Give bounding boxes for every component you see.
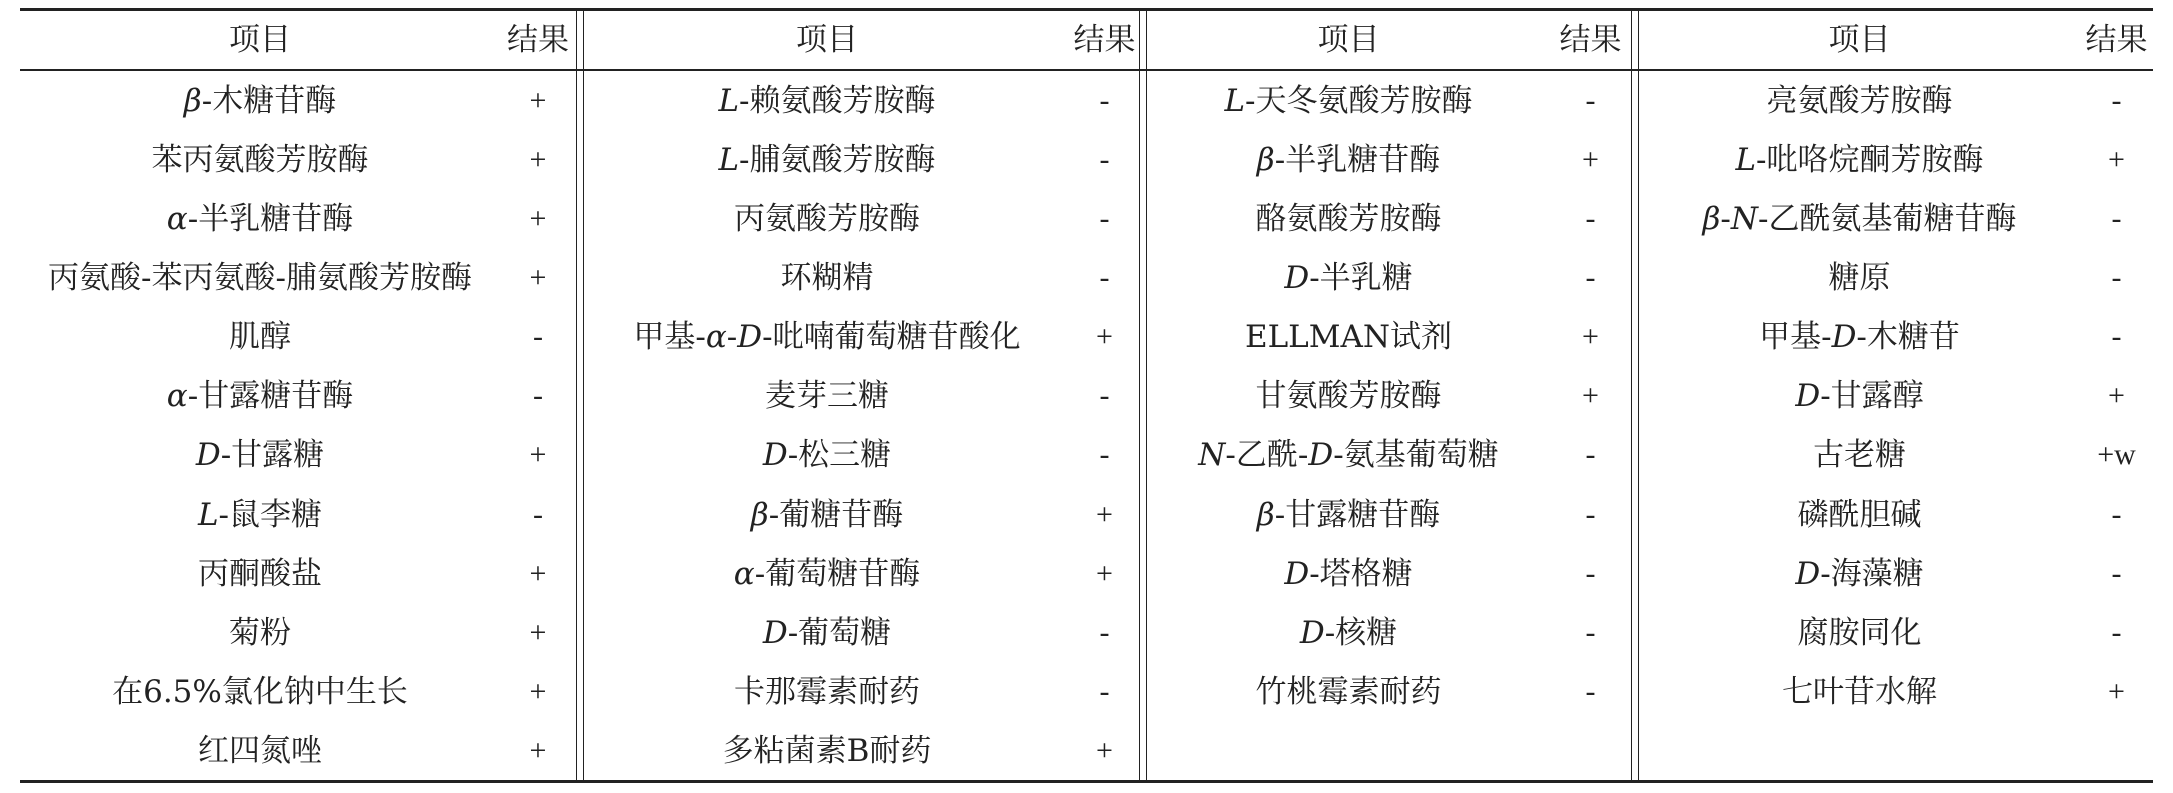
result-value: - bbox=[2111, 615, 2122, 649]
result-value: + bbox=[1096, 497, 1113, 531]
result-value: + bbox=[529, 84, 547, 117]
item-name: 多粘菌素B耐药 bbox=[722, 732, 932, 769]
result-value: - bbox=[1585, 615, 1596, 649]
result-value: + bbox=[529, 143, 547, 177]
item-name: 丙氨酸-苯丙氨酸-脯氨酸芳胺酶 bbox=[48, 260, 472, 297]
header-result: 结果 bbox=[1073, 22, 1136, 58]
result-value: - bbox=[1585, 84, 1596, 117]
item-name: 腐胺同化 bbox=[1797, 614, 1922, 651]
item-name: 丙氨酸芳胺酶 bbox=[734, 201, 920, 238]
item-name: β-木糖苷酶 bbox=[183, 83, 337, 119]
item-name: D-葡萄糖 bbox=[762, 614, 892, 651]
item-name: 糖原 bbox=[1828, 260, 1891, 297]
biochemical-results-table bbox=[20, 8, 2153, 783]
result-value bbox=[1550, 721, 1631, 781]
item-name: β-N-乙酰氨基葡糖苷酶 bbox=[1702, 201, 2017, 238]
result-value: - bbox=[1099, 438, 1110, 472]
result-value: - bbox=[1585, 556, 1596, 590]
item-name: 磷酰胆碱 bbox=[1797, 496, 1922, 533]
item-name: D-海藻糖 bbox=[1795, 555, 1924, 592]
result-value: + bbox=[529, 733, 547, 767]
result-value: + bbox=[529, 438, 547, 472]
item-name: N-乙酰-D-氨基葡萄糖 bbox=[1198, 437, 1499, 474]
result-value: + bbox=[1582, 143, 1599, 177]
result-value: + bbox=[1582, 320, 1599, 354]
result-value: + bbox=[2108, 674, 2125, 708]
result-value: + bbox=[2108, 379, 2125, 413]
header-result: 结果 bbox=[2085, 22, 2148, 58]
item-name: D-核糖 bbox=[1299, 614, 1398, 651]
item-name: 麦芽三糖 bbox=[765, 378, 889, 415]
result-value bbox=[2080, 721, 2153, 781]
item-name: α-葡萄糖苷酶 bbox=[733, 555, 921, 592]
item-name: 环糊精 bbox=[780, 260, 874, 297]
group-divider bbox=[1139, 11, 1147, 783]
group-divider bbox=[576, 11, 584, 783]
item-name: 甘氨酸芳胺酶 bbox=[1255, 378, 1442, 415]
result-value: - bbox=[1585, 438, 1596, 472]
item-name: 酪氨酸芳胺酶 bbox=[1255, 201, 1442, 238]
item-name: L-天冬氨酸芳胺酶 bbox=[1224, 83, 1473, 119]
item-name: ELLMAN试剂 bbox=[1244, 319, 1453, 356]
result-value: - bbox=[1099, 615, 1110, 649]
result-value: - bbox=[1099, 261, 1110, 295]
item-name: D-松三糖 bbox=[762, 437, 892, 474]
item-name: L-脯氨酸芳胺酶 bbox=[718, 142, 936, 179]
result-value: + bbox=[1096, 556, 1113, 590]
result-value: + bbox=[529, 261, 547, 295]
item-name bbox=[1639, 721, 2080, 781]
item-name: 甲基-D-木糖苷 bbox=[1759, 319, 1960, 356]
item-name: α-半乳糖苷酶 bbox=[166, 201, 354, 238]
group-divider bbox=[1631, 11, 1639, 783]
item-name: 竹桃霉素耐药 bbox=[1255, 673, 1442, 710]
result-value: - bbox=[1099, 84, 1110, 117]
header-item: 项目 bbox=[1828, 22, 1891, 58]
result-value: - bbox=[533, 497, 543, 531]
header-item: 项目 bbox=[1317, 22, 1380, 58]
item-name: 红四氮唑 bbox=[198, 732, 322, 769]
result-value: - bbox=[1585, 202, 1596, 236]
item-name: β-甘露糖苷酶 bbox=[1256, 496, 1441, 533]
result-value: + bbox=[2108, 143, 2125, 177]
result-value: - bbox=[1585, 261, 1596, 295]
item-name: 古老糖 bbox=[1813, 437, 1906, 474]
item-name: 苯丙氨酸芳胺酶 bbox=[151, 142, 369, 179]
result-value: - bbox=[2111, 497, 2122, 531]
item-name: α-甘露糖苷酶 bbox=[166, 378, 354, 415]
result-value: - bbox=[2111, 84, 2122, 117]
item-name: L-吡咯烷酮芳胺酶 bbox=[1735, 142, 1984, 179]
result-value: - bbox=[1585, 497, 1596, 531]
item-name: β-半乳糖苷酶 bbox=[1256, 142, 1441, 179]
item-name: 亮氨酸芳胺酶 bbox=[1766, 83, 1953, 119]
result-value: - bbox=[1585, 674, 1596, 708]
result-value: - bbox=[1099, 674, 1110, 708]
result-value: - bbox=[533, 379, 543, 413]
result-value: + bbox=[529, 674, 547, 708]
item-name: 卡那霉素耐药 bbox=[734, 673, 920, 710]
header-item: 项目 bbox=[229, 22, 291, 58]
result-value: - bbox=[2111, 320, 2122, 354]
header-result: 结果 bbox=[1559, 22, 1622, 58]
item-name: D-半乳糖 bbox=[1284, 260, 1413, 297]
result-value: - bbox=[2111, 261, 2122, 295]
result-value: + bbox=[1096, 320, 1113, 354]
item-name: 丙酮酸盐 bbox=[198, 555, 322, 592]
result-value: - bbox=[1099, 143, 1110, 177]
item-name bbox=[1147, 721, 1550, 781]
result-value: - bbox=[533, 320, 543, 354]
item-name: D-甘露醇 bbox=[1795, 378, 1924, 415]
result-value: - bbox=[1099, 379, 1110, 413]
item-name: L-赖氨酸芳胺酶 bbox=[718, 83, 936, 119]
item-name: 菊粉 bbox=[229, 614, 291, 651]
item-name: 在6.5%氯化钠中生长 bbox=[112, 673, 408, 710]
result-value: - bbox=[2111, 556, 2122, 590]
item-name: β-葡糖苷酶 bbox=[750, 496, 904, 533]
item-name: 肌醇 bbox=[229, 319, 291, 356]
item-name: D-甘露糖 bbox=[195, 437, 325, 474]
header-result: 结果 bbox=[507, 22, 569, 58]
item-name: D-塔格糖 bbox=[1284, 555, 1413, 592]
item-name: L-鼠李糖 bbox=[197, 496, 323, 533]
result-value: - bbox=[1099, 202, 1110, 236]
item-name: 七叶苷水解 bbox=[1782, 673, 1937, 710]
result-value: + bbox=[529, 202, 547, 236]
result-value: + bbox=[1582, 379, 1599, 413]
item-name: 甲基-α-D-吡喃葡萄糖苷酸化 bbox=[633, 319, 1021, 356]
result-value: + bbox=[1096, 733, 1113, 767]
result-value: + bbox=[529, 615, 547, 649]
result-value: - bbox=[2111, 202, 2122, 236]
header-item: 项目 bbox=[796, 22, 858, 58]
result-value: +w bbox=[2097, 438, 2136, 472]
result-value: + bbox=[529, 556, 547, 590]
